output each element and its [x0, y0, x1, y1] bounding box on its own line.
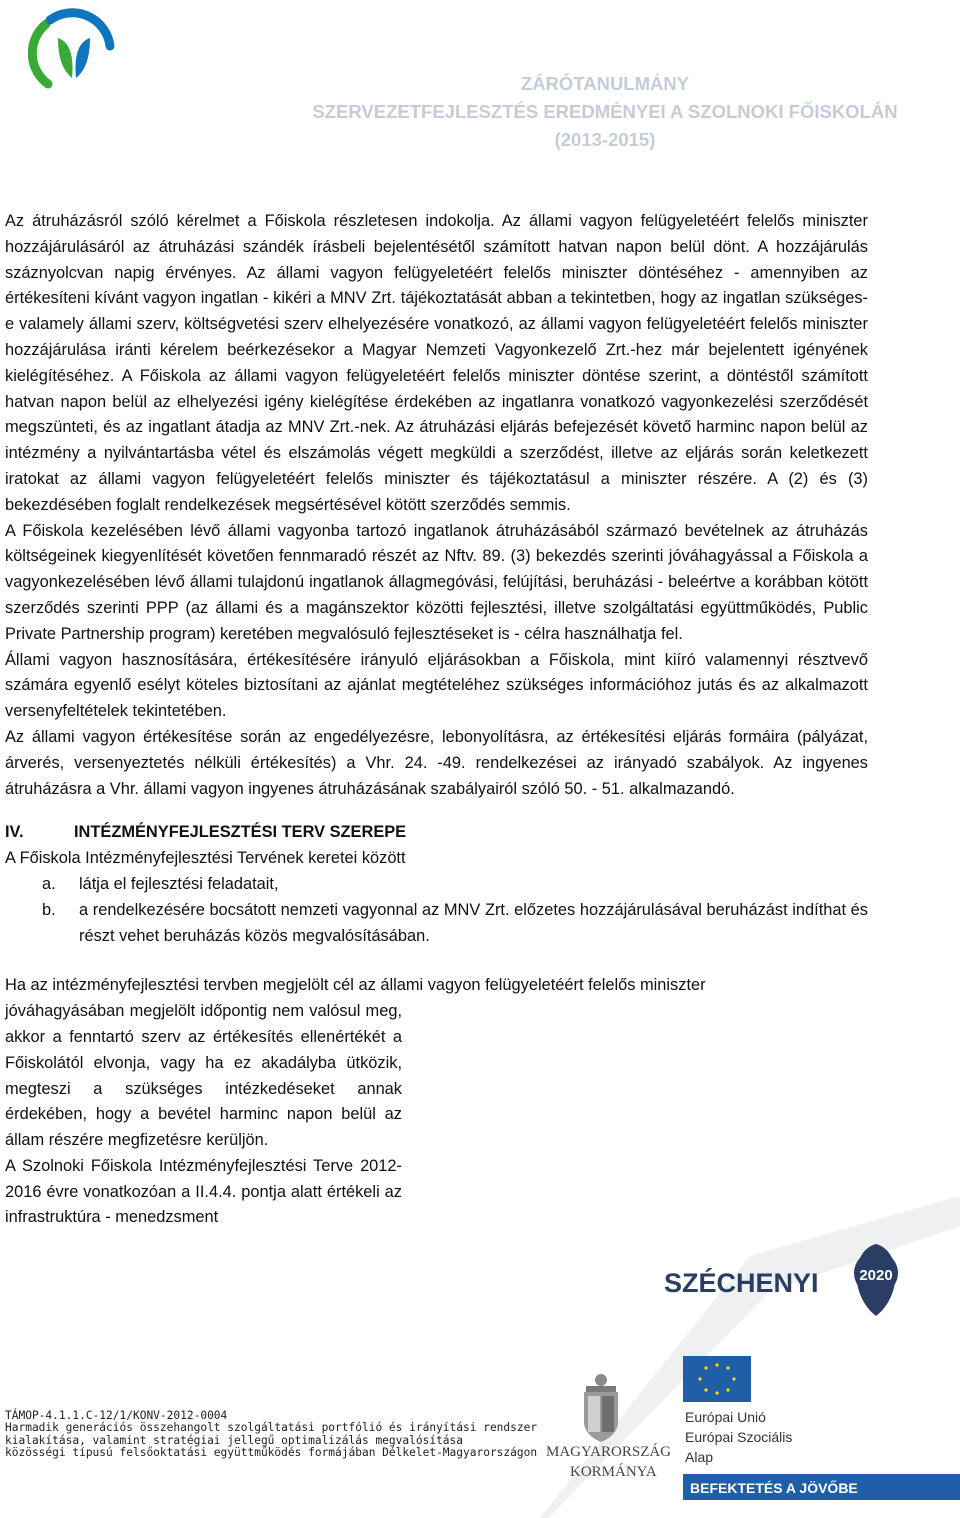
header-title: ZÁRÓTANULMÁNY	[520, 73, 690, 94]
footer-line: Harmadik generációs összehangolt szolgáltatási portfólió és irányítási rendszer	[5, 1421, 538, 1435]
footer-line: közösségi típusú felsőoktatási együttműködés formájában Délkelet-Magyarországon	[5, 1446, 538, 1460]
szechenyi-year: 2020	[859, 1267, 893, 1284]
paragraph-equal-chance: Állami vagyon hasznosítására, értékesítésére irányuló eljárásokban a Főiskola, mint kiíró valamennyi résztvevő számára egyenlő esélyt köteles biztosítani az ajánlat megtételéhez szükséges információhoz jutás és az alkalmazott versenyfeltételek tekintetében.	[5, 650, 868, 721]
hungary-coat-of-arms-icon	[584, 1374, 618, 1442]
closing-full-line: Ha az intézményfejlesztési tervben megjelölt cél az állami vagyon felügyeletéért felelős miniszter	[5, 976, 706, 995]
paragraph-revenue-use: A Főiskola kezelésében lévő állami vagyonba tartozó ingatlanok átruházásából származó bevételnek az átruházás költségeinek kiegyenlítését követően fennmaradó részét az Nftv. 89. (3) bekezdés szerinti jóváhagyással a Főiskola a vagyonkezelésében lévő állami tulajdonú ingatlanok állagmegóvási, felújítási, beruházási - beleértve a korábban kötött szerződés szerinti PPP (az állami és a magánszektor közötti fejlesztési, illetve szolgáltatási együttműködés, Public Private Partnership program) keretében megvalósuló fejlesztéseket is - célra használhatja fel.	[5, 521, 868, 643]
list-item	[5, 872, 868, 898]
header-years: (2013-2015)	[554, 129, 656, 150]
section-number: IV.	[5, 823, 24, 842]
document-body	[5, 209, 868, 1231]
section-list	[5, 872, 868, 949]
list-marker: a.	[42, 874, 56, 893]
closing-continued: jóváhagyásában megjelölt időpontig nem valósul meg, akkor a fenntartó szerv az értékesítés ellenértékét a Főiskolától elvonja, vagy ha ez akadályba ütközik, megteszi a szükséges intézkedéseket annak érdekében, hogy a bevétel harminc napon belül az állam részére megfizetésre kerüljön.	[5, 1002, 402, 1150]
list-item-text: a rendelkezésére bocsátott nemzeti vagyonnal az MNV Zrt. előzetes hozzájárulásával beruházást indíthat és részt vehet beruházás közös megvalósításában.	[79, 900, 868, 945]
eu-line1: Európai Unió	[685, 1409, 766, 1425]
project-footer	[5, 1410, 537, 1460]
footer-line: kialakítása, valamint stratégiai jellegű optimalizálás megvalósítása	[5, 1433, 464, 1447]
list-item-text: látja el fejlesztési feladatait,	[79, 874, 279, 893]
document-header	[0, 70, 960, 154]
eu-flag-icon	[683, 1356, 751, 1402]
government-line1: MAGYARORSZÁG	[546, 1444, 672, 1460]
paragraph-sale-rules: Az állami vagyon értékesítése során az engedélyezésre, lebonyolításra, az értékesítési eljárás formáira (pályázat, árverés, versenyeztetés nélküli értékesítés) a Vhr. 24. -49. rendelkezései az irányadó szabályok. Az ingyenes átruházásra a Vhr. állami vagyon ingyenes átruházásának szabályairól szóló 50. - 51. alkalmazandó.	[5, 727, 868, 798]
eu-line3: Alap	[685, 1449, 714, 1465]
szechenyi-brand: SZÉCHENYI	[664, 1268, 819, 1298]
closing-last: A Szolnoki Főiskola Intézményfejlesztési Terve 2012-2016 évre vonatkozóan a II.4.4. pontja alatt értékeli az infrastruktúra - menedzsment	[5, 1156, 402, 1227]
section-heading	[5, 820, 868, 846]
paragraph-transfer-request: Az átruházásról szóló kérelmet a Főiskola részletesen indokolja. Az állami vagyon felügyeletéért felelős miniszter hozzájárulásáról az átruházási szándék írásbeli bejelentésétől számított hatvan napon belül dönt. A hozzájárulás száznyolcvan napig érvényes. Az állami vagyon felügyeletéért felelős miniszter döntéséhez - amennyiben az értékesíteni kívánt vagyon ingatlan - kikéri a MNV Zrt. tájékoztatását abban a tekintetben, hogy az ingatlan szükséges-e valamely állami szerv, költségvetési szerv elhelyezésére vonatkozó, az állami vagyon felügyeletéért felelős miniszter hozzájárulása iránti kérelem beérkezésekor a Magyar Nemzeti Vagyonkezelő Zrt.-hez már bejelentett igényének kielégítéséhez. A Főiskola az állami vagyon felügyeletéért felelős miniszter döntése szerint, a döntéstől számított hatvan napon belül az elhelyezési igény kielégítése érdekében az ingatlanra vonatkozó vagyonkezelési szerződését megszünteti, és az ingatlant átadja az MNV Zrt.-nek. Az átruházási eljárás befejezését követő harminc napon belül az intézmény a nyilvántartásba vétel és elszámolás végett megküldi a szerződést, illetve az eljárás során keletkezett iratokat az állami vagyon felügyeletéért felelős miniszter és tájékoztatásul a miniszter részére. A (2) és (3) bekezdésében foglalt rendelkezések megsértésével kötött szerződés semmis.	[5, 212, 868, 514]
footer-project-id: TÁMOP-4.1.1.C-12/1/KONV-2012-0004	[5, 1409, 228, 1422]
section-intro: A Főiskola Intézményfejlesztési Tervének keretei között	[5, 849, 406, 868]
list-marker: b.	[42, 900, 56, 919]
header-subtitle: SZERVEZETFEJLESZTÉS EREDMÉNYEI A SZOLNOKI FŐISKOLÁN	[312, 101, 898, 122]
eu-line2: Európai Szociális	[685, 1429, 793, 1445]
slogan-text: BEFEKTETÉS A JÖVŐBE	[690, 1480, 858, 1496]
section-title: INTÉZMÉNYFEJLESZTÉSI TERV SZEREPE	[74, 823, 407, 842]
szechenyi-2020-badge	[540, 1196, 960, 1518]
list-item	[5, 898, 868, 950]
government-line2: KORMÁNYA	[570, 1464, 657, 1480]
